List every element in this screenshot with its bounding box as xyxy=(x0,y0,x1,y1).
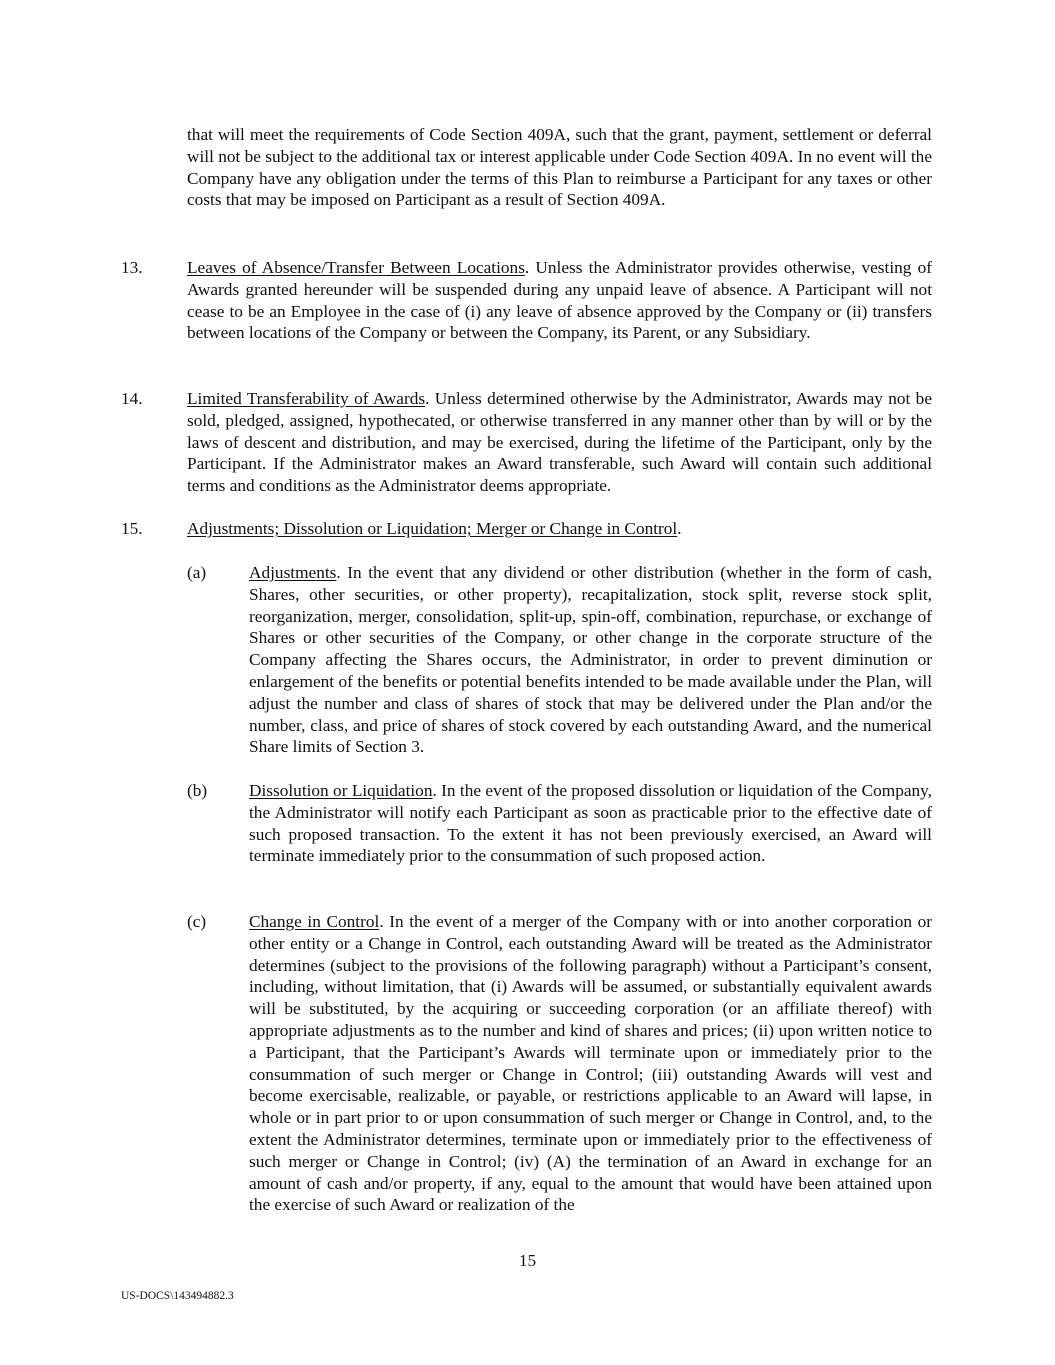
subsection-c-label: (c) xyxy=(187,912,207,931)
section-14-heading-suffix: . xyxy=(425,389,430,408)
section-14-body: Unless determined otherwise by the Administrator, Awards may not be sold, pledged, assigned, hypothecated, or otherwise transferred in any manner other than by will or by the laws of descent and distribution, and may be exercised, during the lifetime of the Participant, only by the Participant. If the Administrator makes an Award transferable, such Award will contain such additional terms and conditions as the Administrator deems appropriate. xyxy=(187,389,932,496)
subsection-c-paragraph xyxy=(249,911,932,1216)
subsection-b-paragraph xyxy=(249,780,932,867)
page-number: 15 xyxy=(518,1251,537,1270)
subsection-c-heading-suffix: . xyxy=(379,912,384,931)
section-15-heading: Adjustments; Dissolution or Liquidation; Merger or Change in Control xyxy=(187,519,678,538)
section-15-heading-suffix: . xyxy=(677,519,682,538)
section-14-paragraph xyxy=(187,388,932,497)
subsection-a-label: (a) xyxy=(187,563,207,582)
subsection-c-body: In the event of a merger of the Company with or into another corporation or other entity or a Change in Control, each outstanding Award will be treated as the Administrator determines (subject to the provisions of the following paragraph) without a Participant’s consent, including, without limitation, that (i) Awards will be assumed, or substantially equivalent awards will be substituted, by the acquiring or succeeding corporation (or an affiliate thereof) with appropriate adjustments as to the number and kind of shares and prices; (ii) upon written notice to a Participant, that the Participant’s Awards will terminate upon or immediately prior to the consummation of such merger or Change in Control; (iii) outstanding Awards will vest and become exercisable, realizable, or payable, or restrictions applicable to an Award will lapse, in whole or in part prior to or upon consummation of such merger or Change in Control, and, to the extent the Administrator determines, terminate upon or immediately prior to the effectiveness of such merger or Change in Control; (iv) (A) the termination of an Award in exchange for an amount of cash and/or property, if any, equal to the amount that would have been attained upon the exercise of such Award or realization of the xyxy=(249,912,932,1215)
section-15-heading-line xyxy=(187,518,932,540)
subsection-b-heading-suffix: . xyxy=(432,781,437,800)
subsection-b-body: In the event of the proposed dissolution or liquidation of the Company, the Administrator will notify each Participant as soon as practicable prior to the effective date of such proposed transaction. To the extent it has not been previously exercised, an Award will terminate immediately prior to the consummation of such proposed action. xyxy=(249,781,932,866)
section-13-paragraph xyxy=(187,257,932,344)
subsection-b-heading: Dissolution or Liquidation xyxy=(249,781,433,800)
section-15-number: 15. xyxy=(121,519,143,538)
section-14-heading: Limited Transferability of Awards xyxy=(187,389,426,408)
subsection-a-heading: Adjustments xyxy=(249,563,337,582)
section-13-body: Unless the Administrator provides otherwise, vesting of Awards granted hereunder will be suspended during any unpaid leave of absence. A Participant will not cease to be an Employee in the case of (i) any leave of absence approved by the Company or (ii) transfers between locations of the Company or between the Company, its Parent, or any Subsidiary. xyxy=(187,258,932,343)
section-13-heading-suffix: . xyxy=(524,258,530,277)
continuation-paragraph: that will meet the requirements of Code Section 409A, such that the grant, payment, settlement or deferral will not be subject to the additional tax or interest applicable under Code Section 409A. In no event will the Company have any obligation under the terms of this Plan to reimburse a Participant for any taxes or other costs that may be imposed on Participant as a result of Section 409A. xyxy=(187,125,932,210)
section-14-number: 14. xyxy=(121,389,143,408)
footer-document-id: US-DOCS\143494882.3 xyxy=(121,1290,234,1302)
section-13-number: 13. xyxy=(121,258,143,277)
section-13-heading: Leaves of Absence/Transfer Between Locations xyxy=(187,258,525,277)
subsection-c-heading: Change in Control xyxy=(249,912,380,931)
subsection-b-label: (b) xyxy=(187,781,208,800)
subsection-a-heading-suffix: . xyxy=(336,563,341,582)
subsection-a-paragraph xyxy=(249,562,932,758)
subsection-a-body: In the event that any dividend or other distribution (whether in the form of cash, Shares, other securities, or other property), recapitalization, stock split, reverse stock split, reorganization, merger, consolidation, split-up, spin-off, combination, repurchase, or exchange of Shares or other securities of the Company, or other change in the corporate structure of the Company affecting the Shares occurs, the Administrator, in order to prevent diminution or enlargement of the benefits or potential benefits intended to be made available under the Plan, will adjust the number and class of shares of stock that may be delivered under the Plan and/or the number, class, and price of shares of stock covered by each outstanding Award, and the numerical Share limits of Section 3. xyxy=(249,563,932,757)
